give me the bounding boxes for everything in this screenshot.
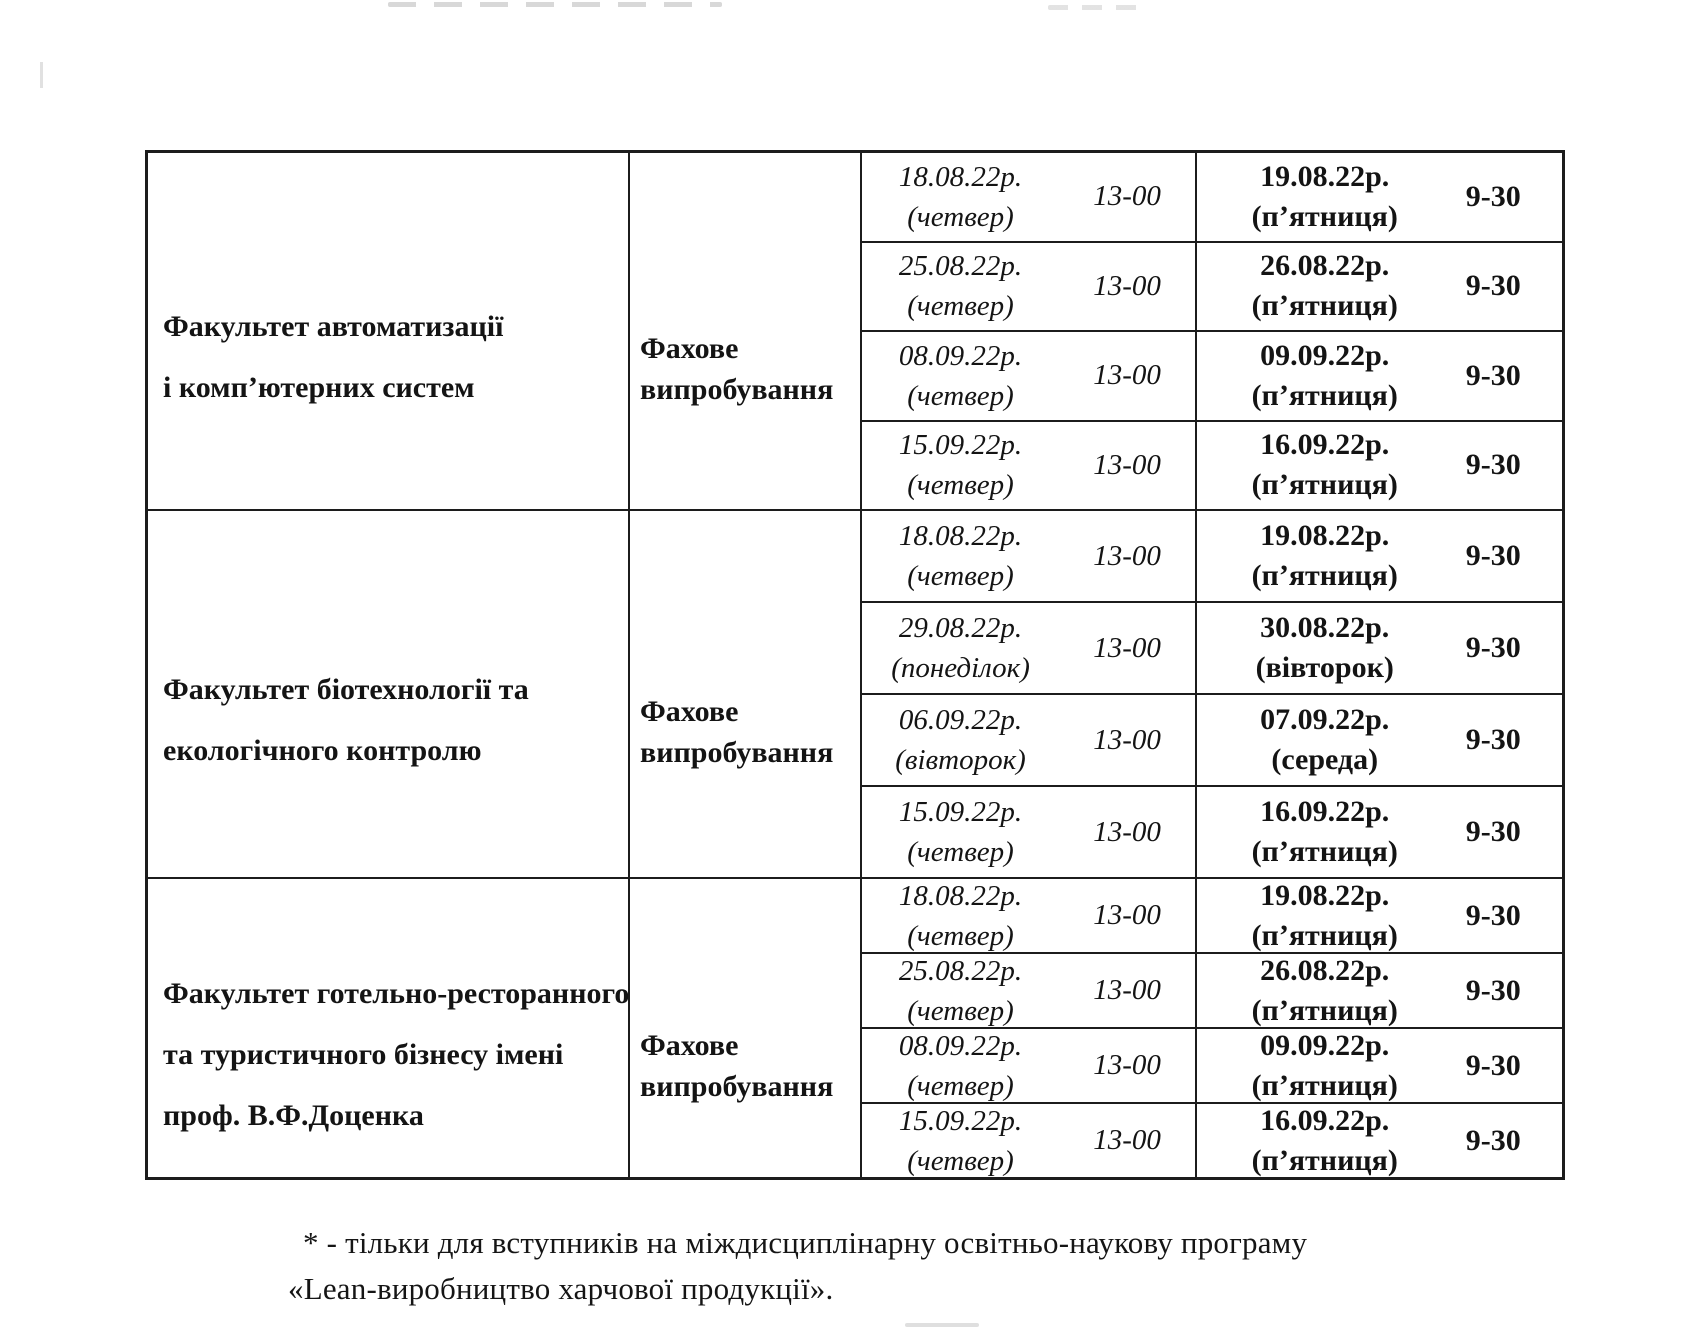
first-attempt-date-value: 15.09.22р. (898, 796, 1023, 828)
first-attempt-day-value: (четвер) (907, 836, 1014, 868)
first-attempt-day-value: (четвер) (907, 1069, 1014, 1102)
first-attempt-time-value: 13-00 (1093, 723, 1161, 756)
second-attempt-time-value: 9-30 (1465, 973, 1521, 1007)
second-attempt-date-value: 16.09.22р. (1260, 795, 1390, 828)
first-attempt-cell (862, 603, 1197, 693)
first-attempt-day-value: (четвер) (907, 994, 1014, 1027)
second-attempt-date-value: 09.09.22р. (1260, 338, 1390, 372)
schedule-row (862, 954, 1562, 1029)
faculty-name-cell (148, 879, 630, 1177)
first-attempt-date-value: 06.09.22р. (898, 704, 1023, 736)
exam-type-cell (630, 511, 862, 877)
second-attempt-date-value: 26.08.22р. (1260, 249, 1390, 283)
exam-type-line: Фахове (640, 332, 739, 365)
first-attempt-cell (862, 787, 1197, 877)
first-attempt-time-value: 13-00 (1093, 1049, 1161, 1081)
footnote-line-1: * - тільки для вступників на міждисциплінарну освітньо-наукову програму (303, 1225, 1308, 1260)
second-attempt-time-value: 9-30 (1465, 269, 1521, 303)
schedule-row (862, 879, 1562, 954)
first-attempt-cell (862, 1104, 1197, 1177)
second-attempt-date-value: 19.08.22р. (1260, 878, 1390, 912)
second-attempt-cell (1197, 954, 1562, 1027)
first-attempt-cell (862, 1029, 1197, 1102)
first-attempt-date (862, 157, 1059, 237)
second-attempt-date (1225, 1026, 1424, 1106)
second-attempt-time-value: 9-30 (1465, 815, 1521, 848)
second-attempt-cell (1197, 332, 1562, 420)
faculty-name-line: і комп’ютерних систем (163, 371, 475, 404)
first-attempt-date (862, 516, 1059, 596)
faculty-section (148, 153, 1562, 511)
first-attempt-date-value: 25.08.22р. (898, 954, 1023, 987)
second-attempt-date (1225, 951, 1424, 1031)
second-attempt-cell (1197, 153, 1562, 241)
second-attempt-date (1225, 700, 1424, 780)
first-attempt-date-value: 08.09.22р. (898, 339, 1023, 372)
first-attempt-time-value: 13-00 (1093, 539, 1161, 572)
first-attempt-date (862, 951, 1059, 1031)
first-attempt-cell (862, 153, 1197, 241)
faculty-section (148, 879, 1562, 1177)
faculty-section (148, 511, 1562, 879)
first-attempt-date (862, 246, 1059, 326)
first-attempt-date-value: 15.09.22р. (898, 1104, 1023, 1137)
first-attempt-date (862, 1101, 1059, 1181)
second-attempt-day-value: (п’ятниця) (1251, 468, 1398, 502)
second-attempt-date (1225, 1101, 1424, 1181)
schedule-table (145, 150, 1565, 1180)
second-attempt-date (1225, 792, 1424, 872)
schedule-row (862, 422, 1562, 510)
scan-artifact (388, 2, 722, 7)
second-attempt-date-value: 07.09.22р. (1260, 703, 1390, 736)
schedule-row (862, 603, 1562, 695)
schedule-row (862, 153, 1562, 243)
faculty-name-line: та туристичного бізнесу імені (163, 1037, 564, 1071)
second-attempt-date-value: 19.08.22р. (1260, 519, 1390, 552)
first-attempt-date-value: 29.08.22р. (898, 612, 1023, 644)
first-attempt-cell (862, 511, 1197, 601)
schedule-rows (862, 511, 1562, 877)
first-attempt-cell (862, 332, 1197, 420)
first-attempt-date-value: 18.08.22р. (898, 160, 1023, 193)
faculty-name (163, 296, 628, 418)
first-attempt-cell (862, 695, 1197, 785)
faculty-name-line: Факультет готельно-ресторанного (163, 976, 630, 1010)
first-attempt-time-value: 13-00 (1093, 180, 1161, 213)
faculty-name-cell (148, 511, 630, 877)
first-attempt-date (862, 608, 1059, 688)
second-attempt-date-value: 16.09.22р. (1260, 1103, 1390, 1137)
first-attempt-day-value: (четвер) (907, 290, 1014, 323)
scan-artifact (1048, 5, 1144, 10)
second-attempt-day-value: (середа) (1271, 743, 1379, 776)
schedule-row (862, 243, 1562, 333)
second-attempt-day-value: (п’ятниця) (1251, 559, 1398, 592)
first-attempt-date (862, 700, 1059, 780)
faculty-name-line: проф. В.Ф.Доценка (163, 1098, 424, 1132)
exam-type (640, 1025, 860, 1107)
second-attempt-date (1225, 608, 1424, 688)
first-attempt-date-value: 18.08.22р. (898, 520, 1023, 552)
schedule-rows (862, 879, 1562, 1177)
faculty-name-cell (148, 153, 630, 509)
first-attempt-date (862, 1026, 1059, 1106)
second-attempt-day-value: (п’ятниця) (1251, 918, 1398, 952)
schedule-row (862, 1029, 1562, 1104)
first-attempt-time-value: 13-00 (1093, 359, 1161, 392)
first-attempt-time-value: 13-00 (1093, 631, 1161, 664)
second-attempt-time-value: 9-30 (1465, 179, 1521, 213)
exam-type-cell (630, 879, 862, 1177)
second-attempt-day-value: (п’ятниця) (1251, 1068, 1398, 1102)
first-attempt-date-value: 08.09.22р. (898, 1029, 1023, 1062)
first-attempt-date-value: 15.09.22р. (898, 429, 1023, 462)
second-attempt-time-value: 9-30 (1465, 898, 1521, 932)
second-attempt-cell (1197, 422, 1562, 510)
second-attempt-day-value: (п’ятниця) (1251, 378, 1398, 412)
first-attempt-cell (862, 879, 1197, 952)
first-attempt-date-value: 18.08.22р. (898, 879, 1023, 912)
second-attempt-day-value: (п’ятниця) (1251, 1143, 1398, 1177)
first-attempt-day-value: (понеділок) (891, 652, 1030, 684)
second-attempt-time-value: 9-30 (1465, 539, 1521, 572)
schedule-row (862, 787, 1562, 877)
second-attempt-date (1225, 516, 1424, 596)
faculty-name (163, 659, 628, 781)
schedule-row (862, 1104, 1562, 1177)
first-attempt-time-value: 13-00 (1093, 815, 1161, 848)
exam-type-line: Фахове (640, 695, 739, 728)
scan-artifact (905, 1323, 979, 1327)
faculty-name (163, 963, 628, 1146)
first-attempt-cell (862, 422, 1197, 510)
faculty-name-line: Факультет біотехнології та (163, 673, 529, 706)
schedule-rows (862, 153, 1562, 509)
second-attempt-cell (1197, 879, 1562, 952)
schedule-row (862, 332, 1562, 422)
first-attempt-day-value: (четвер) (907, 560, 1014, 592)
second-attempt-time-value: 9-30 (1465, 358, 1521, 392)
first-attempt-day-value: (четвер) (907, 919, 1014, 952)
second-attempt-date-value: 26.08.22р. (1260, 953, 1390, 987)
first-attempt-day-value: (четвер) (907, 469, 1014, 502)
second-attempt-date (1225, 425, 1424, 505)
exam-type (640, 328, 860, 410)
schedule-row (862, 511, 1562, 603)
first-attempt-cell (862, 243, 1197, 331)
second-attempt-day-value: (п’ятниця) (1251, 199, 1398, 233)
second-attempt-date-value: 19.08.22р. (1260, 159, 1390, 193)
second-attempt-cell (1197, 1029, 1562, 1102)
second-attempt-time-value: 9-30 (1465, 723, 1521, 756)
exam-type-cell (630, 153, 862, 509)
first-attempt-time-value: 13-00 (1093, 974, 1161, 1006)
first-attempt-time-value: 13-00 (1093, 448, 1161, 481)
exam-type (640, 691, 860, 773)
second-attempt-cell (1197, 787, 1562, 877)
second-attempt-time-value: 9-30 (1465, 1048, 1521, 1082)
first-attempt-date (862, 425, 1059, 505)
second-attempt-time-value: 9-30 (1465, 1123, 1521, 1157)
faculty-name-line: екологічного контролю (163, 734, 482, 767)
footnote (288, 1220, 1307, 1312)
exam-type-line: Фахове (640, 1029, 739, 1062)
first-attempt-time-value: 13-00 (1093, 269, 1161, 302)
first-attempt-time-value: 13-00 (1093, 899, 1161, 931)
second-attempt-date (1225, 157, 1424, 237)
schedule-row (862, 695, 1562, 787)
second-attempt-date (1225, 876, 1424, 956)
exam-type-line: випробування (640, 373, 834, 406)
second-attempt-cell (1197, 511, 1562, 601)
second-attempt-day-value: (п’ятниця) (1251, 835, 1398, 868)
exam-type-line: випробування (640, 736, 834, 769)
first-attempt-date-value: 25.08.22р. (898, 250, 1023, 283)
scan-artifact (40, 62, 43, 88)
second-attempt-day-value: (п’ятниця) (1251, 993, 1398, 1027)
first-attempt-time-value: 13-00 (1093, 1124, 1161, 1156)
first-attempt-cell (862, 954, 1197, 1027)
first-attempt-date (862, 792, 1059, 872)
second-attempt-time-value: 9-30 (1465, 631, 1521, 664)
second-attempt-date-value: 30.08.22р. (1260, 611, 1390, 644)
first-attempt-day-value: (четвер) (907, 200, 1014, 233)
first-attempt-day-value: (четвер) (907, 379, 1014, 412)
second-attempt-time-value: 9-30 (1465, 448, 1521, 482)
faculty-name-line: Факультет автоматизації (163, 310, 504, 343)
second-attempt-date (1225, 246, 1424, 326)
first-attempt-day-value: (вівторок) (895, 744, 1026, 776)
second-attempt-cell (1197, 695, 1562, 785)
second-attempt-cell (1197, 603, 1562, 693)
first-attempt-date (862, 876, 1059, 956)
first-attempt-date (862, 336, 1059, 416)
second-attempt-date-value: 16.09.22р. (1260, 428, 1390, 462)
second-attempt-day-value: (п’ятниця) (1251, 289, 1398, 323)
second-attempt-date (1225, 336, 1424, 416)
footnote-line-2: «Lean-виробництво харчової продукції». (288, 1271, 834, 1306)
second-attempt-day-value: (вівторок) (1255, 651, 1394, 684)
exam-type-line: випробування (640, 1070, 834, 1103)
second-attempt-cell (1197, 1104, 1562, 1177)
second-attempt-cell (1197, 243, 1562, 331)
second-attempt-date-value: 09.09.22р. (1260, 1028, 1390, 1062)
first-attempt-day-value: (четвер) (907, 1144, 1014, 1177)
